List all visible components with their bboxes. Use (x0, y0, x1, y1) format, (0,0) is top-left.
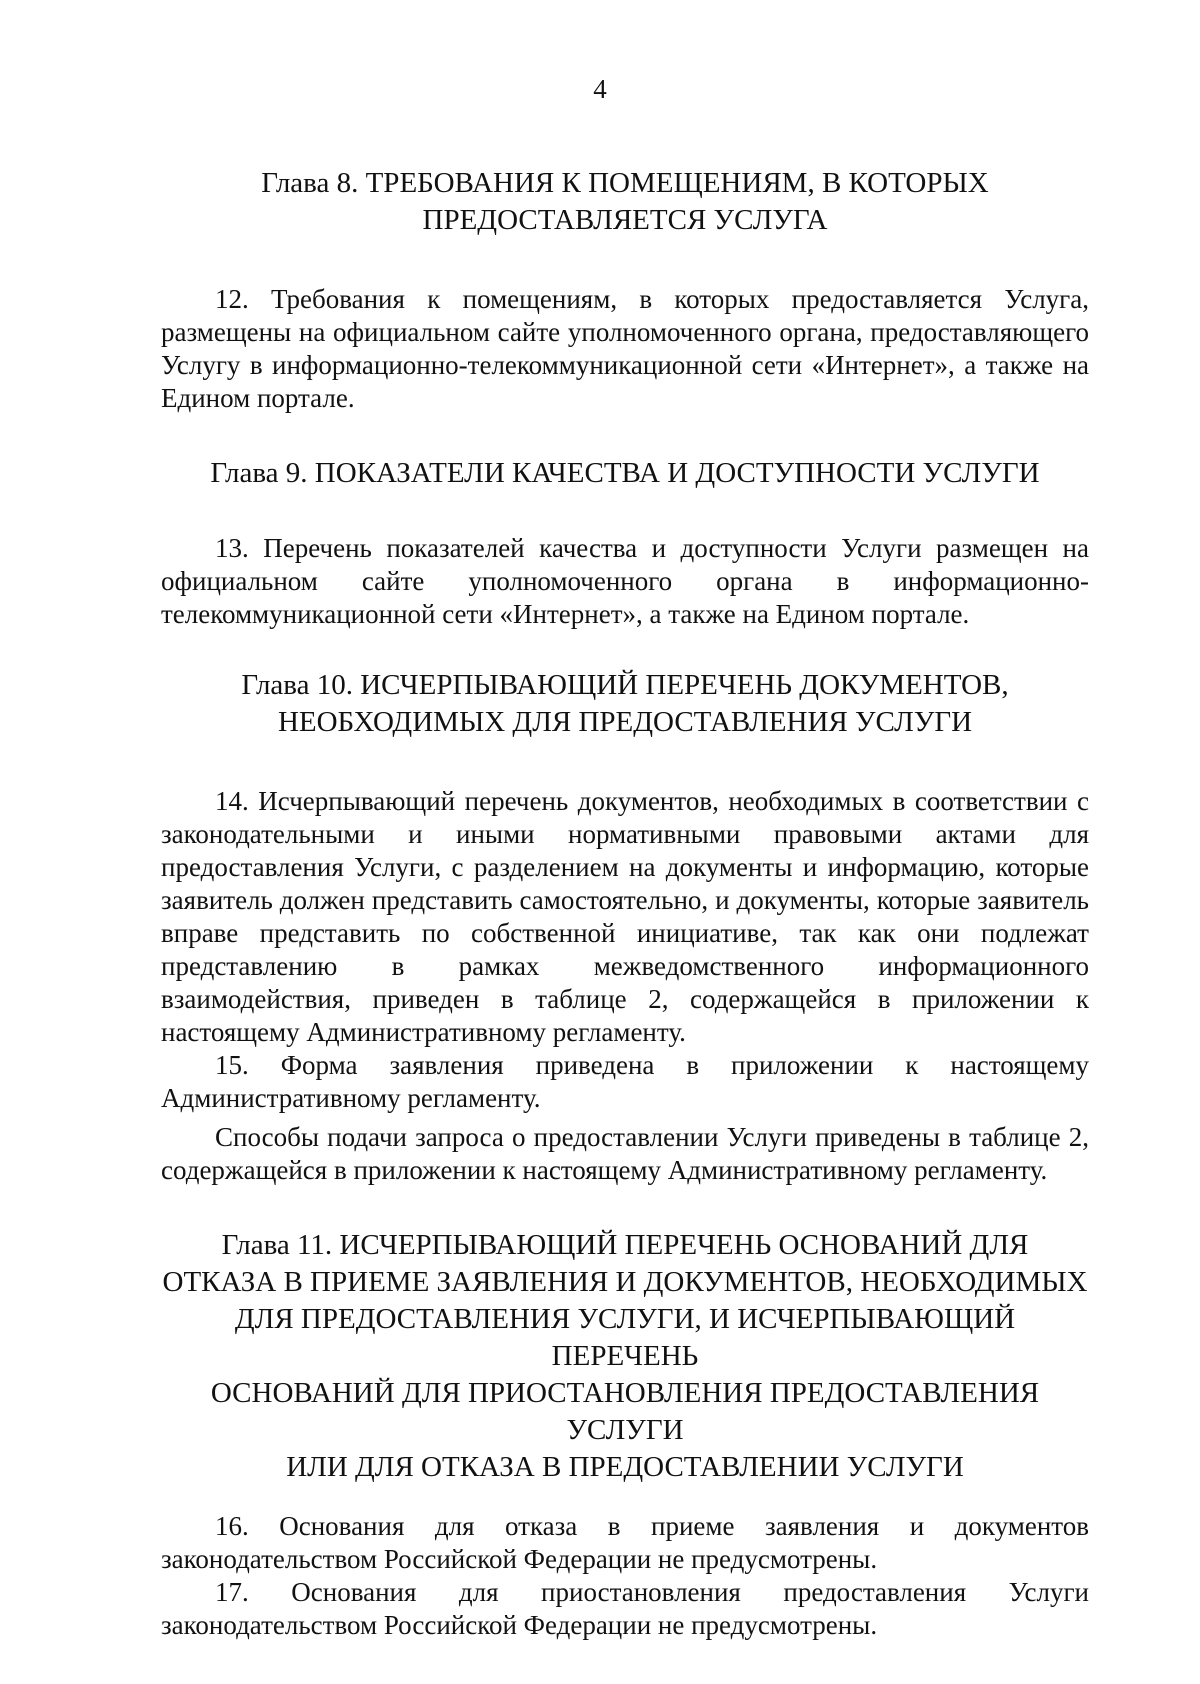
chapter-10-title-line-1: Глава 10. ИСЧЕРПЫВАЮЩИЙ ПЕРЕЧЕНЬ ДОКУМЕНТОВ, (241, 669, 1009, 701)
paragraph-17: 17. Основания для приостановления предоставления Услуги законодательством Российской Федерации не предусмотрены. (161, 1577, 1089, 1640)
paragraph-16: 16. Основания для отказа в приеме заявления и документов законодательством Российской Федерации не предусмотрены. (161, 1511, 1089, 1574)
page-number: 4 (593, 74, 607, 104)
paragraph-14: 14. Исчерпывающий перечень документов, необходимых в соответствии с законодательными и иными нормативными правовыми актами для предоставления Услуги, с разделением на документы и информацию, которые заявитель должен представить самостоятельно, и документы, которые заявитель вправе представить по собственной инициативе, так как они подлежат представлению в рамках межведомственного информационного взаимодействия, приведен в таблице 2, содержащейся в приложении к настоящему Административному регламенту. (161, 786, 1089, 1047)
chapter-9-title: Глава 9. ПОКАЗАТЕЛИ КАЧЕСТВА И ДОСТУПНОСТИ УСЛУГИ (210, 457, 1040, 489)
paragraph-15-continued: Способы подачи запроса о предоставлении Услуги приведены в таблице 2, содержащейся в приложении к настоящему Административному регламенту. (161, 1122, 1089, 1185)
paragraph-12: 12. Требования к помещениям, в которых предоставляется Услуга, размещены на официальном сайте уполномоченного органа, предоставляющего Услугу в информационно-телекоммуникационной сети «Интернет», а также на Едином портале. (161, 284, 1089, 413)
chapter-8-title-line-1: Глава 8. ТРЕБОВАНИЯ К ПОМЕЩЕНИЯМ, В КОТОРЫХ (261, 167, 989, 199)
chapter-11-heading (161, 1227, 1089, 1486)
chapter-11-title-line-4: ОСНОВАНИЙ ДЛЯ ПРИОСТАНОВЛЕНИЯ ПРЕДОСТАВЛЕНИЯ УСЛУГИ (210, 1377, 1040, 1446)
document-body (161, 165, 1089, 1642)
chapter-11-title-line-3: ДЛЯ ПРЕДОСТАВЛЕНИЯ УСЛУГИ, И ИСЧЕРПЫВАЮЩИЙ ПЕРЕЧЕНЬ (234, 1303, 1016, 1372)
chapter-11-title-line-2: ОТКАЗА В ПРИЕМЕ ЗАЯВЛЕНИЯ И ДОКУМЕНТОВ, НЕОБХОДИМЫХ (162, 1266, 1088, 1298)
chapter-9-heading (161, 455, 1089, 492)
paragraph-15: 15. Форма заявления приведена в приложении к настоящему Административному регламенту. (161, 1050, 1089, 1113)
paragraph-13: 13. Перечень показателей качества и доступности Услуги размещен на официальном сайте уполномоченного органа в информационно-телекоммуникационной сети «Интернет», а также на Едином портале. (161, 533, 1089, 629)
chapter-8-heading (161, 165, 1089, 239)
chapter-10-title-line-2: НЕОБХОДИМЫХ ДЛЯ ПРЕДОСТАВЛЕНИЯ УСЛУГИ (277, 706, 973, 738)
chapter-11-title-line-1: Глава 11. ИСЧЕРПЫВАЮЩИЙ ПЕРЕЧЕНЬ ОСНОВАНИЙ ДЛЯ (221, 1229, 1029, 1261)
chapter-11-title-line-5: ИЛИ ДЛЯ ОТКАЗА В ПРЕДОСТАВЛЕНИИ УСЛУГИ (286, 1451, 964, 1483)
chapter-8-title-line-2: ПРЕДОСТАВЛЯЕТСЯ УСЛУГА (422, 204, 828, 236)
chapter-10-heading (161, 667, 1089, 741)
